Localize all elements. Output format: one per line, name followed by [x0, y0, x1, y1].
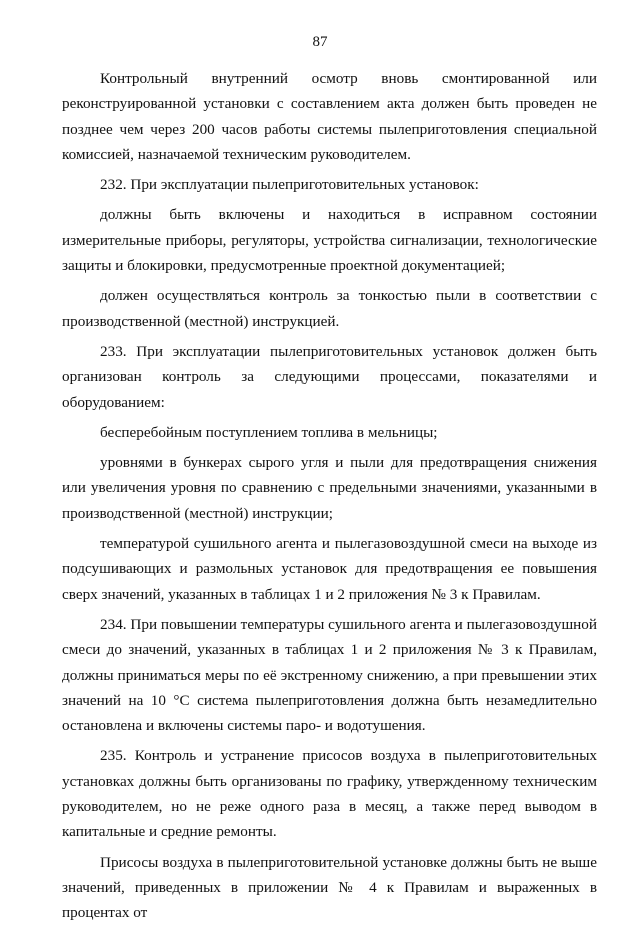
paragraph-232-dust-control: должен осуществляться контроль за тонкостью пыли в соответствии с производственной (местной) инструкцией.: [62, 287, 597, 330]
paragraph-233-heading: 233. При эксплуатации пылеприготовительных установок должен быть организован контроль за следующими процессами, показателями и оборудованием:: [62, 342, 597, 411]
paragraph-233-fuel-supply: бесперебойным поступлением топлива в мельницы;: [100, 423, 438, 441]
paragraph-235: 235. Контроль и устранение присосов воздуха в пылеприготовительных установках должны быть организованы по графику, утвержденному техническим руководителем, но не реже одного раза в месяц, а также перед выводом в капитальные и средние ремонты.: [62, 747, 597, 841]
paragraph-inspection-intro: Контрольный внутренний осмотр вновь смонтированной или реконструированной установки с составлением акта должен быть проведен не позднее чем через 200 часов работы системы пылеприготовления специальной комиссией, назначаемой техническим руководителем.: [62, 70, 597, 163]
paragraph-232-instruments: должны быть включены и находиться в исправном состоянии измерительные приборы, регуляторы, устройства сигнализации, технологические защиты и блокировки, предусмотренные проектной документацией;: [62, 206, 597, 275]
paragraph-233-bunker-levels: уровнями в бункерах сырого угля и пыли для предотвращения снижения или увеличения уровня по сравнению с предельными значениями, указанными в производственной (местной) инструкции;: [62, 454, 597, 522]
document-body: [62, 66, 597, 926]
page-number: 87: [312, 34, 328, 50]
paragraph-air-leaks: Присосы воздуха в пылеприготовительной установке должны быть не выше значений, приведенных в приложении № 4 к Правилам и выраженных в процентах от: [62, 853, 597, 922]
paragraph-233-temperature: температурой сушильного агента и пылегазовоздушной смеси на выходе из подсушивающих и размольных установок для предотвращения ее повышения сверх значений, указанных в таблицах 1 и 2 приложения № 3 к Правилам.: [62, 535, 597, 603]
paragraph-232-heading: 232. При эксплуатации пылеприготовительных установок:: [100, 176, 479, 194]
paragraph-234: 234. При повышении температуры сушильного агента и пылегазовоздушной смеси до значений, указанных в таблицах 1 и 2 приложения № 3 к Правилам, должны приниматься меры по её экстренному снижению, а при превышении этих значений на 10 °С система пылеприготовления должна быть незамедлительно остановлена и включены системы паро- и водотушения.: [62, 615, 597, 735]
